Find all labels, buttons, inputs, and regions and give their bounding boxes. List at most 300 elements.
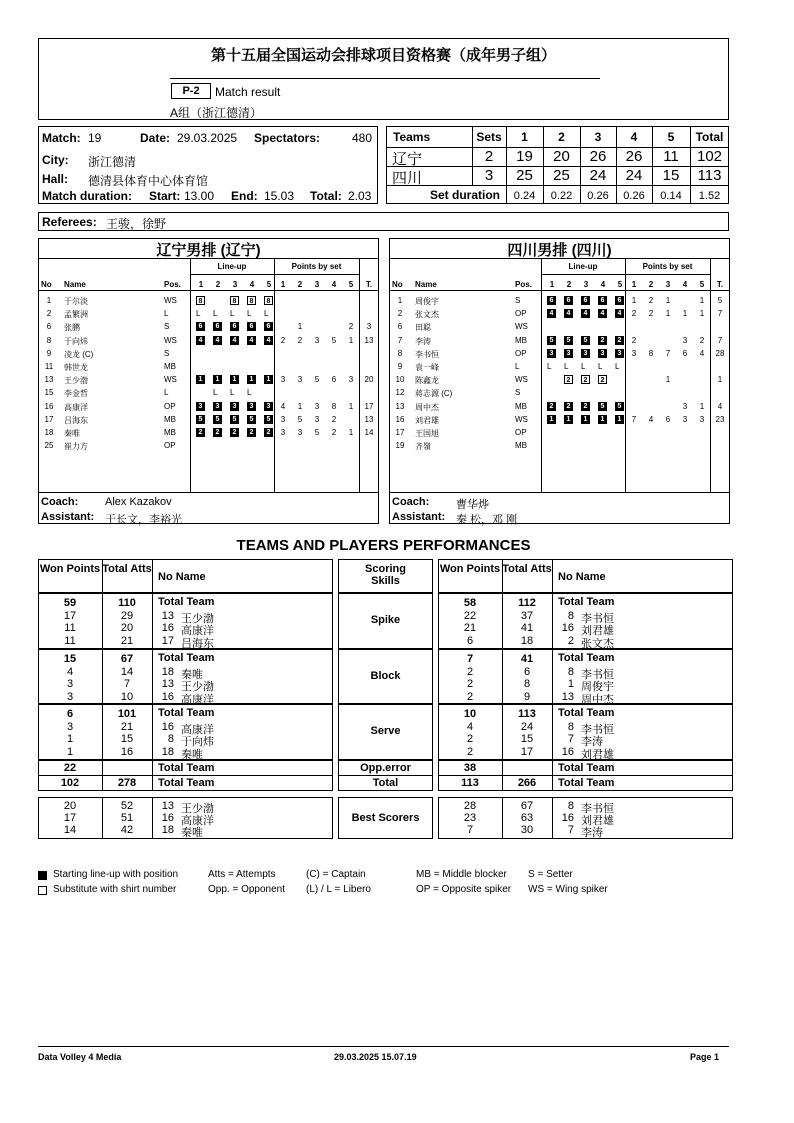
score-total: 113 — [697, 167, 722, 184]
player-total-points: 7 — [717, 309, 723, 319]
points-col-line — [274, 258, 275, 492]
best-won-points: 7 — [466, 824, 474, 836]
duration-col-line — [616, 185, 617, 204]
best-player-number: 7 — [567, 824, 574, 836]
set-points: 1 — [297, 401, 303, 411]
starting-position-box: 3 — [547, 349, 556, 358]
roster-title: 四川男排 (四川) — [507, 242, 612, 259]
player-won-points: 2 — [466, 745, 474, 758]
player-total-points: 4 — [717, 401, 723, 411]
total-points-header: T. — [365, 280, 373, 289]
title-underline — [170, 78, 600, 79]
opp-error-value: 22 — [63, 762, 77, 774]
score-set-value: 25 — [516, 167, 533, 184]
player-name: 高康洋 — [64, 402, 88, 412]
starting-position-box: 5 — [264, 415, 273, 424]
assistant-label: Assistant: — [41, 511, 95, 523]
player-name: 李书恒 — [581, 724, 614, 736]
set-points: 2 — [699, 335, 705, 345]
footer-left: Data Volley 4 Media — [38, 1052, 122, 1062]
player-won-points: 22 — [463, 610, 477, 622]
referees-label: Referees: — [42, 215, 97, 229]
perf-col-line — [152, 649, 153, 704]
starting-position-box: 1 — [213, 375, 222, 384]
player-won-points: 2 — [466, 666, 474, 678]
player-number: 17 — [44, 414, 54, 424]
points-header: Points by set — [642, 262, 693, 271]
roster-header-line — [38, 290, 379, 291]
date-label: Date: — [140, 131, 171, 145]
player-name: 刘君雄 — [415, 415, 439, 425]
starting-position-box: 2 — [264, 428, 273, 437]
player-number: 6 — [46, 322, 52, 332]
libero-mark: L — [247, 388, 252, 398]
starting-position-box: 5 — [547, 336, 556, 345]
player-total-points: 28 — [715, 348, 725, 358]
set-header: 4 — [630, 130, 638, 144]
player-won-points: 2 — [466, 678, 474, 691]
starting-position-box: 5 — [247, 415, 256, 424]
set-points: 5 — [297, 414, 303, 424]
set-points: 5 — [314, 428, 320, 437]
points-set-header: 5 — [699, 280, 705, 289]
set-points: 1 — [699, 296, 705, 305]
starting-position-box: 5 — [196, 415, 205, 424]
perf-col-line — [502, 760, 503, 776]
page-title: 第十五届全国运动会排球项目资格赛（成年男子组） — [210, 47, 556, 64]
perf-col-line — [552, 704, 553, 760]
roster-title: 辽宁男排 (辽宁) — [156, 242, 261, 259]
substitute-box: 8 — [196, 296, 205, 305]
starting-position-box: 6 — [213, 322, 222, 331]
starting-position-box: 3 — [264, 402, 273, 411]
player-total-points: 13 — [364, 414, 374, 424]
player-name: 韩世龙 — [64, 363, 88, 372]
starting-position-box: 2 — [564, 402, 573, 411]
total-team-label: Total Team — [158, 707, 215, 719]
starting-position-box: 4 — [564, 309, 573, 318]
duration-col-line — [580, 185, 581, 204]
points-header: Points by set — [291, 262, 342, 271]
player-name: 刘君雄 — [581, 625, 614, 638]
starting-position-box: 2 — [230, 428, 239, 437]
set-points: 6 — [682, 348, 688, 358]
duration-col-line — [506, 185, 507, 204]
starting-position-box: 4 — [264, 336, 273, 345]
player-attempts: 21 — [120, 634, 134, 647]
total-atts-header: Total Atts — [502, 563, 552, 575]
starting-position-box: 6 — [247, 322, 256, 331]
player-position: WS — [515, 414, 528, 424]
lineup-header: Line-up — [568, 262, 598, 271]
set-header: 5 — [667, 130, 675, 144]
player-number: 13 — [561, 690, 574, 703]
player-won-points: 3 — [66, 678, 74, 691]
best-player-name: 李书恒 — [581, 803, 614, 815]
starting-position-box: 6 — [547, 296, 556, 305]
libero-mark: L — [213, 388, 218, 398]
player-position: WS — [515, 322, 528, 332]
player-position: MB — [164, 414, 176, 424]
starting-position-box: 1 — [581, 415, 590, 424]
legend-item: Atts = Attempts — [208, 869, 276, 880]
best-won-points: 17 — [63, 812, 77, 824]
starting-position-box: 3 — [581, 349, 590, 358]
player-name: 袁一峰 — [415, 363, 439, 372]
perf-col-line — [152, 704, 153, 760]
starting-position-box: 4 — [230, 336, 239, 345]
assistant-label: Assistant: — [392, 511, 446, 523]
no-name-header: No Name — [558, 571, 606, 583]
player-number: 9 — [397, 362, 403, 371]
player-name: 张鹏 — [64, 323, 80, 333]
player-attempts: 9 — [523, 690, 531, 703]
player-name: 齐嶺 — [415, 442, 431, 452]
player-position: OP — [515, 309, 527, 319]
score-set-value: 26 — [625, 148, 643, 165]
libero-mark: L — [196, 309, 201, 319]
set-points: 2 — [348, 322, 354, 332]
starting-position-box: 5 — [564, 336, 573, 345]
city-value: 浙江德清 — [88, 155, 137, 169]
set-points: 2 — [331, 414, 337, 424]
player-name: 高康洋 — [181, 625, 214, 638]
player-position: L — [515, 362, 520, 371]
player-total-points: 20 — [364, 375, 374, 385]
best-attempts: 63 — [520, 812, 534, 824]
set-points: 2 — [631, 335, 637, 345]
libero-mark: L — [264, 309, 269, 319]
starting-position-box: 2 — [247, 428, 256, 437]
player-number: 13 — [161, 678, 174, 691]
substitute-box: 8 — [247, 296, 256, 305]
player-position: S — [164, 348, 170, 358]
total-atts-header: Total Atts — [102, 563, 152, 575]
player-name: 李金哲 — [64, 389, 88, 399]
player-attempts: 10 — [120, 690, 134, 703]
player-number: 8 — [567, 666, 574, 678]
player-number: 16 — [161, 721, 174, 733]
player-won-points: 2 — [466, 733, 474, 746]
set-points: 5 — [331, 335, 337, 345]
player-total-points: 17 — [364, 401, 374, 411]
player-number: 16 — [161, 690, 174, 703]
scoring-skills-header: Scoring Skills — [365, 563, 406, 587]
starting-position-box: 3 — [615, 349, 624, 358]
set-points: 5 — [314, 375, 320, 385]
best-player-number: 8 — [567, 800, 574, 812]
best-player-number: 13 — [161, 800, 174, 812]
total-team-label: Total Team — [558, 762, 615, 774]
libero-mark: L — [547, 362, 552, 371]
set-points: 6 — [665, 414, 671, 424]
set-points: 1 — [297, 322, 303, 332]
best-attempts: 30 — [520, 824, 534, 836]
won-points-header: Won Points — [39, 563, 101, 575]
set-points: 3 — [314, 401, 320, 411]
score-team-name: 辽宁 — [392, 151, 423, 168]
lineup-col-line — [541, 258, 542, 492]
player-number: 17 — [395, 428, 405, 437]
player-number: 1 — [397, 296, 403, 305]
best-player-name: 高康洋 — [181, 815, 214, 827]
player-won-points: 4 — [466, 721, 474, 733]
player-name: 于尔淡 — [64, 297, 88, 306]
no-header: No — [41, 280, 52, 289]
starting-position-box: 6 — [598, 296, 607, 305]
starting-position-box: 2 — [598, 336, 607, 345]
player-position: WS — [164, 296, 177, 305]
perf-col-line — [552, 649, 553, 704]
referees-names: 王骏，徐野 — [106, 217, 167, 231]
legend-item: WS = Wing spiker — [528, 884, 608, 895]
player-name: 田聪 — [415, 323, 431, 333]
total-label: Total — [372, 777, 399, 789]
player-name: 周俊宇 — [415, 297, 439, 306]
set-points: 1 — [665, 309, 671, 319]
footer-line — [38, 1046, 729, 1047]
team-attempts: 112 — [518, 597, 536, 609]
player-number: 8 — [167, 733, 174, 746]
footer-right: Page 1 — [690, 1052, 720, 1062]
set-points: 3 — [314, 335, 320, 345]
team-won-points: 58 — [463, 597, 477, 609]
player-number: 18 — [161, 666, 174, 678]
set-points: 1 — [665, 375, 671, 385]
starting-position-box: 4 — [547, 309, 556, 318]
spectators-label: Spectators: — [254, 131, 321, 145]
group-label: A组（浙江德清） — [170, 106, 263, 120]
points-set-header: 4 — [682, 280, 688, 289]
starting-position-box: 1 — [598, 415, 607, 424]
substitute-box: 2 — [564, 375, 573, 384]
player-won-points: 4 — [66, 666, 74, 678]
set-points: 7 — [631, 414, 637, 424]
legend-item: (L) / L = Libero — [306, 884, 371, 895]
player-name: 高康洋 — [181, 724, 214, 736]
set-points: 3 — [280, 428, 286, 437]
player-name: 崔力方 — [64, 442, 88, 452]
team-won-points: 10 — [463, 708, 477, 720]
skill-name: Block — [370, 669, 401, 682]
set-points: 3 — [280, 375, 286, 385]
score-sets-won: 2 — [484, 148, 494, 165]
set-duration-label: Set duration — [430, 188, 501, 202]
starting-position-box: 6 — [230, 322, 239, 331]
set-points: 1 — [682, 309, 688, 319]
player-name: 李涛 — [415, 336, 431, 346]
score-set-value: 25 — [553, 167, 570, 184]
player-won-points: 6 — [466, 634, 474, 647]
legend-item: Opp. = Opponent — [208, 884, 286, 895]
perf-col-line — [552, 593, 553, 649]
set-points: 4 — [280, 401, 286, 411]
player-won-points: 3 — [66, 721, 74, 733]
score-set-value: 24 — [589, 167, 607, 184]
starting-position-box: 5 — [213, 415, 222, 424]
score-total: 102 — [696, 148, 723, 165]
set-points: 2 — [648, 309, 654, 319]
name-header: Name — [64, 280, 86, 289]
starting-position-box: 3 — [196, 402, 205, 411]
player-number: 13 — [44, 375, 54, 385]
player-name: 张文杰 — [581, 637, 614, 650]
points-set-header: 1 — [631, 280, 637, 289]
best-player-name: 刘君雄 — [581, 815, 614, 827]
perf-col-line — [152, 760, 153, 776]
libero-mark: L — [564, 362, 569, 371]
team-won-points: 59 — [63, 597, 77, 609]
points-set-header: 1 — [280, 280, 286, 289]
player-name: 李书恒 — [415, 349, 439, 359]
lineup-sub-line — [190, 274, 359, 275]
player-name: 王少渤 — [64, 376, 88, 386]
starting-position-box: 1 — [547, 415, 556, 424]
duration-col-line — [652, 185, 653, 204]
player-number: 8 — [397, 348, 403, 358]
score-team-name: 四川 — [392, 170, 423, 187]
starting-position-box: 4 — [615, 309, 624, 318]
player-position: L — [164, 388, 169, 398]
player-number: 16 — [44, 401, 54, 411]
player-attempts: 17 — [520, 745, 534, 758]
set-points: 3 — [348, 375, 354, 385]
best-won-points: 23 — [463, 812, 477, 824]
roster-title-line — [389, 258, 730, 259]
points-set-header: 4 — [331, 280, 337, 289]
player-total-points: 13 — [364, 335, 374, 345]
libero-mark: L — [213, 309, 218, 319]
starting-position-box: 4 — [581, 309, 590, 318]
no-header: No — [392, 280, 403, 289]
skill-name: Serve — [370, 725, 401, 737]
score-row-line — [386, 185, 729, 186]
set-points: 2 — [280, 335, 286, 345]
score-set-value: 11 — [663, 148, 679, 165]
starting-position-box: 4 — [213, 336, 222, 345]
perf-col-line — [152, 775, 153, 791]
player-number: 6 — [397, 322, 403, 332]
legend-item: Substitute with shirt number — [53, 884, 177, 895]
lineup-set-header: 2 — [215, 280, 221, 289]
player-name: 于向炜 — [64, 336, 88, 346]
substitute-box: 2 — [581, 375, 590, 384]
set-points: 2 — [331, 428, 337, 437]
player-attempts: 41 — [520, 622, 534, 635]
legend-item: OP = Opposite spiker — [416, 884, 512, 895]
set-points: 3 — [314, 414, 320, 424]
player-won-points: 2 — [466, 690, 474, 703]
set-points: 6 — [331, 375, 337, 385]
total-won-points: 113 — [461, 777, 479, 789]
pos-header: Pos. — [515, 280, 532, 289]
player-number: 13 — [395, 401, 405, 411]
player-number: 18 — [44, 428, 54, 437]
opp-error-label: Opp.error — [360, 762, 411, 774]
player-name: 陈鑫龙 — [415, 376, 439, 386]
player-attempts: 21 — [120, 721, 134, 733]
spectators-value: 480 — [352, 131, 373, 145]
player-name: 蒋志源 (C) — [415, 389, 453, 399]
perf-col-line — [152, 593, 153, 649]
set-points: 1 — [631, 296, 637, 305]
coach-name: Alex Kazakov — [105, 496, 172, 508]
player-attempts: 24 — [520, 721, 534, 733]
player-number: 7 — [567, 733, 574, 746]
duration-label: Match duration: — [42, 189, 132, 203]
end-label: End: — [231, 189, 258, 203]
set-points: 2 — [648, 296, 654, 305]
best-attempts: 42 — [120, 824, 134, 836]
starting-position-box: 3 — [247, 402, 256, 411]
best-player-number: 16 — [561, 812, 574, 824]
opp-error-value: 38 — [463, 762, 477, 774]
assistant-names: 于长文，李裕光 — [105, 514, 182, 526]
coach-name: 曹华烨 — [456, 499, 489, 511]
player-name: 王少渤 — [181, 613, 214, 625]
lineup-set-header: 3 — [232, 280, 238, 289]
starting-position-box: 5 — [230, 415, 239, 424]
starting-position-box: 2 — [196, 428, 205, 437]
player-name: 吕海东 — [64, 415, 88, 425]
set-duration-value: 0.24 — [513, 190, 536, 202]
substitute-box: 2 — [598, 375, 607, 384]
best-won-points: 20 — [63, 800, 77, 812]
total-points-header: T. — [716, 280, 724, 289]
set-duration-total: 1.52 — [698, 190, 721, 202]
player-position: S — [515, 388, 521, 398]
starting-lineup-legend-icon — [38, 871, 47, 880]
player-won-points: 1 — [66, 745, 74, 758]
set-points: 2 — [297, 335, 303, 345]
player-number: 2 — [397, 309, 403, 319]
set-points: 1 — [699, 401, 705, 411]
libero-mark: L — [581, 362, 586, 371]
starting-position-box: 4 — [196, 336, 205, 345]
player-name: 凌龙 (C) — [64, 349, 94, 359]
player-name: 周中杰 — [415, 402, 439, 412]
player-position: S — [515, 296, 521, 305]
best-player-number: 18 — [161, 824, 174, 836]
set-points: 4 — [699, 348, 705, 358]
player-number: 8 — [567, 610, 574, 622]
roster-box — [389, 238, 730, 524]
perf-col-line — [152, 797, 153, 839]
match-label: Match: — [42, 131, 81, 145]
player-position: OP — [515, 348, 527, 358]
teams-header: Teams — [393, 130, 431, 144]
substitute-box: 8 — [264, 296, 273, 305]
best-attempts: 51 — [120, 812, 134, 824]
starting-position-box: 6 — [564, 296, 573, 305]
starting-position-box: 3 — [598, 349, 607, 358]
player-name: 张文杰 — [415, 310, 439, 320]
match-number: 19 — [88, 131, 102, 145]
starting-position-box: 2 — [615, 336, 624, 345]
starting-position-box: 6 — [615, 296, 624, 305]
perf-col-line — [102, 760, 103, 776]
set-header: 1 — [521, 130, 528, 144]
points-set-header: 3 — [665, 280, 671, 289]
player-won-points: 11 — [64, 622, 76, 635]
libero-mark: L — [230, 309, 235, 319]
starting-position-box: 3 — [564, 349, 573, 358]
set-points: 8 — [331, 401, 337, 411]
perf-col-line — [552, 760, 553, 776]
roster-title-line — [38, 258, 379, 259]
set-points: 3 — [280, 414, 286, 424]
team-attempts: 101 — [117, 708, 137, 720]
